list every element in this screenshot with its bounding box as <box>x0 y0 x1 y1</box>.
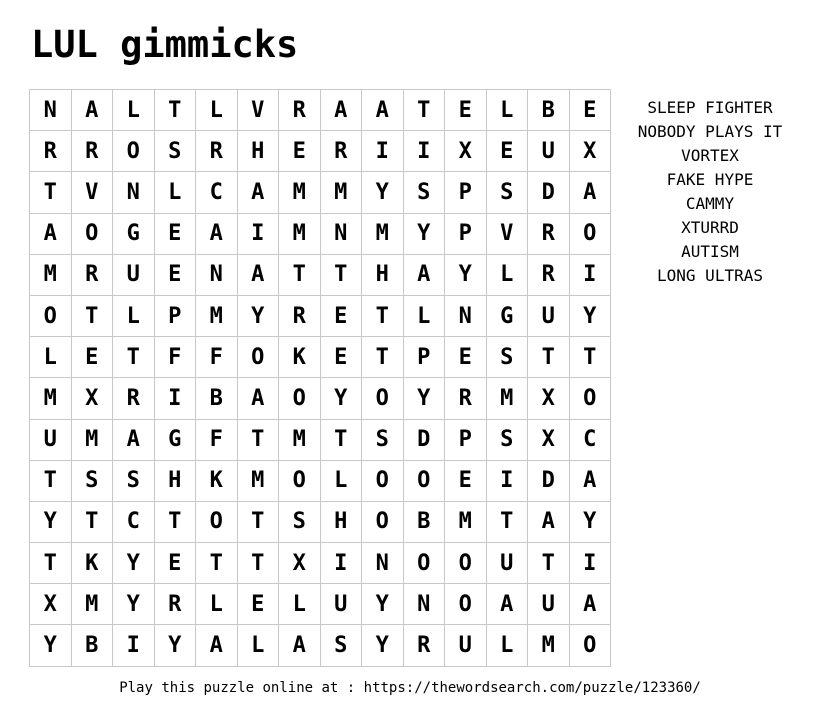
grid-cell[interactable]: M <box>30 255 72 296</box>
grid-cell[interactable]: E <box>238 584 280 625</box>
grid-cell[interactable]: O <box>570 378 612 419</box>
grid-cell[interactable]: P <box>155 296 197 337</box>
grid-cell[interactable]: A <box>279 625 321 666</box>
grid-cell[interactable]: B <box>404 502 446 543</box>
grid-cell[interactable]: O <box>279 378 321 419</box>
grid-cell[interactable]: I <box>404 131 446 172</box>
grid-cell[interactable]: S <box>321 625 363 666</box>
grid-cell[interactable]: M <box>445 502 487 543</box>
grid-cell[interactable]: O <box>445 543 487 584</box>
grid-cell[interactable]: B <box>196 378 238 419</box>
grid-cell[interactable]: N <box>113 172 155 213</box>
grid-cell[interactable]: X <box>279 543 321 584</box>
grid-cell[interactable]: L <box>238 625 280 666</box>
grid-cell[interactable]: R <box>404 625 446 666</box>
grid-cell[interactable]: E <box>487 131 529 172</box>
grid-cell[interactable]: V <box>238 90 280 131</box>
grid-cell[interactable]: O <box>362 378 404 419</box>
puzzle-title: LUL gimmicks <box>31 23 299 66</box>
word-list-item: SLEEP FIGHTER <box>647 98 773 117</box>
grid-cell[interactable]: T <box>321 420 363 461</box>
grid-cell[interactable]: I <box>113 625 155 666</box>
grid-cell[interactable]: P <box>445 420 487 461</box>
grid-cell[interactable]: N <box>30 90 72 131</box>
grid-cell[interactable]: A <box>321 90 363 131</box>
grid-cell[interactable]: T <box>30 461 72 502</box>
grid-cell[interactable]: L <box>196 584 238 625</box>
grid-cell[interactable]: X <box>445 131 487 172</box>
grid-cell[interactable]: E <box>155 255 197 296</box>
grid-cell[interactable]: T <box>528 337 570 378</box>
grid-cell[interactable]: Y <box>570 296 612 337</box>
grid-cell[interactable]: R <box>72 131 114 172</box>
grid-cell[interactable]: S <box>487 172 529 213</box>
grid-cell[interactable]: T <box>321 255 363 296</box>
grid-cell[interactable]: L <box>321 461 363 502</box>
grid-cell[interactable]: T <box>238 502 280 543</box>
footer-text: Play this puzzle online at : <box>119 680 364 696</box>
grid-cell[interactable]: N <box>404 584 446 625</box>
grid-cell[interactable]: H <box>155 461 197 502</box>
grid-cell[interactable]: M <box>528 625 570 666</box>
grid-cell[interactable]: R <box>113 378 155 419</box>
puzzle-link[interactable]: https://thewordsearch.com/puzzle/123360/ <box>363 680 701 696</box>
grid-cell[interactable]: E <box>155 214 197 255</box>
grid-cell[interactable]: L <box>196 90 238 131</box>
grid-cell[interactable]: T <box>528 543 570 584</box>
grid-cell[interactable]: B <box>72 625 114 666</box>
grid-cell[interactable]: O <box>279 461 321 502</box>
grid-cell[interactable]: R <box>321 131 363 172</box>
grid-cell[interactable]: E <box>445 90 487 131</box>
grid-cell[interactable]: U <box>30 420 72 461</box>
grid-cell[interactable]: T <box>155 502 197 543</box>
grid-cell[interactable]: T <box>30 172 72 213</box>
footer <box>0 677 820 699</box>
grid-cell[interactable]: L <box>279 584 321 625</box>
grid-cell[interactable]: T <box>362 296 404 337</box>
grid-cell[interactable]: T <box>155 90 197 131</box>
grid-cell[interactable]: A <box>72 90 114 131</box>
grid-cell[interactable]: A <box>570 584 612 625</box>
grid-cell[interactable]: N <box>321 214 363 255</box>
grid-cell[interactable]: M <box>321 172 363 213</box>
word-list-item: VORTEX <box>681 146 739 165</box>
grid-cell[interactable]: Y <box>113 543 155 584</box>
grid-cell[interactable]: U <box>445 625 487 666</box>
grid-cell[interactable]: T <box>404 90 446 131</box>
grid-cell[interactable]: T <box>196 543 238 584</box>
grid-cell[interactable]: R <box>279 296 321 337</box>
grid-cell[interactable]: Y <box>570 502 612 543</box>
grid-cell[interactable]: S <box>155 131 197 172</box>
grid-cell[interactable]: I <box>570 255 612 296</box>
grid-cell[interactable]: R <box>528 214 570 255</box>
grid-cell[interactable]: L <box>487 255 529 296</box>
grid-cell[interactable]: Y <box>404 378 446 419</box>
grid-cell[interactable]: U <box>528 584 570 625</box>
grid-cell[interactable]: A <box>196 214 238 255</box>
grid-cell[interactable]: R <box>528 255 570 296</box>
grid-cell[interactable]: Y <box>155 625 197 666</box>
grid-cell[interactable]: G <box>487 296 529 337</box>
grid-cell[interactable]: I <box>238 214 280 255</box>
grid-cell[interactable]: Y <box>30 502 72 543</box>
grid-cell[interactable]: L <box>113 90 155 131</box>
grid-cell[interactable]: I <box>321 543 363 584</box>
word-list-item: FAKE HYPE <box>666 170 754 189</box>
grid-cell[interactable]: T <box>72 296 114 337</box>
grid-cell[interactable]: C <box>570 420 612 461</box>
grid-cell[interactable]: M <box>196 296 238 337</box>
grid-cell[interactable]: B <box>528 90 570 131</box>
grid-cell[interactable]: E <box>72 337 114 378</box>
grid-cell[interactable]: A <box>570 461 612 502</box>
grid-cell[interactable]: D <box>528 172 570 213</box>
grid-cell[interactable]: P <box>404 337 446 378</box>
grid-cell[interactable]: Y <box>113 584 155 625</box>
grid-cell[interactable]: S <box>279 502 321 543</box>
grid-cell[interactable]: H <box>321 502 363 543</box>
grid-cell[interactable]: Y <box>238 296 280 337</box>
grid-cell[interactable]: A <box>30 214 72 255</box>
grid-cell[interactable]: U <box>528 131 570 172</box>
word-list <box>620 96 800 288</box>
grid-cell[interactable]: I <box>487 461 529 502</box>
grid-cell[interactable]: I <box>362 131 404 172</box>
grid-cell[interactable]: A <box>362 90 404 131</box>
grid-cell[interactable]: V <box>72 172 114 213</box>
grid-cell[interactable]: S <box>487 337 529 378</box>
grid-cell[interactable]: A <box>238 172 280 213</box>
grid-cell[interactable]: M <box>279 172 321 213</box>
grid-cell[interactable]: A <box>238 378 280 419</box>
grid-cell[interactable]: S <box>404 172 446 213</box>
grid-cell[interactable]: L <box>155 172 197 213</box>
grid-cell[interactable]: X <box>30 584 72 625</box>
grid-cell[interactable]: I <box>570 543 612 584</box>
grid-cell[interactable]: R <box>196 131 238 172</box>
grid-cell[interactable]: S <box>362 420 404 461</box>
grid-cell[interactable]: N <box>196 255 238 296</box>
grid-cell[interactable]: R <box>30 131 72 172</box>
grid-cell[interactable]: H <box>238 131 280 172</box>
grid-cell[interactable]: E <box>279 131 321 172</box>
letter-grid <box>29 89 611 667</box>
grid-cell[interactable]: O <box>445 584 487 625</box>
grid-cell[interactable]: K <box>279 337 321 378</box>
grid-cell[interactable]: E <box>570 90 612 131</box>
grid-cell[interactable]: G <box>155 420 197 461</box>
grid-cell[interactable]: U <box>528 296 570 337</box>
grid-cell[interactable]: E <box>321 296 363 337</box>
grid-cell[interactable]: R <box>72 255 114 296</box>
grid-cell[interactable]: M <box>362 214 404 255</box>
grid-cell[interactable]: U <box>113 255 155 296</box>
grid-cell[interactable]: O <box>72 214 114 255</box>
grid-cell[interactable]: H <box>362 255 404 296</box>
grid-cell[interactable]: F <box>196 337 238 378</box>
grid-cell[interactable]: X <box>72 378 114 419</box>
grid-cell[interactable]: A <box>487 584 529 625</box>
grid-cell[interactable]: P <box>445 172 487 213</box>
grid-cell[interactable]: Y <box>404 214 446 255</box>
word-list-item: AUTISM <box>681 242 739 261</box>
grid-cell[interactable]: M <box>72 420 114 461</box>
grid-cell[interactable]: O <box>570 625 612 666</box>
grid-cell[interactable]: U <box>321 584 363 625</box>
grid-cell[interactable]: A <box>238 255 280 296</box>
grid-cell[interactable]: O <box>113 131 155 172</box>
grid-cell[interactable]: D <box>528 461 570 502</box>
grid-cell[interactable]: T <box>238 543 280 584</box>
grid-cell[interactable]: L <box>113 296 155 337</box>
grid-cell[interactable]: E <box>445 337 487 378</box>
grid-cell[interactable]: A <box>404 255 446 296</box>
grid-cell[interactable]: N <box>362 543 404 584</box>
grid-cell[interactable]: T <box>279 255 321 296</box>
grid-cell[interactable]: L <box>487 90 529 131</box>
grid-cell[interactable]: O <box>362 461 404 502</box>
grid-cell[interactable]: M <box>279 214 321 255</box>
grid-cell[interactable]: D <box>404 420 446 461</box>
grid-cell[interactable]: T <box>238 420 280 461</box>
grid-cell[interactable]: C <box>113 502 155 543</box>
grid-cell[interactable]: Y <box>362 172 404 213</box>
grid-cell[interactable]: Y <box>321 378 363 419</box>
grid-cell[interactable]: U <box>487 543 529 584</box>
grid-cell[interactable]: T <box>362 337 404 378</box>
grid-cell[interactable]: S <box>72 461 114 502</box>
grid-cell[interactable]: R <box>445 378 487 419</box>
grid-cell[interactable]: M <box>72 584 114 625</box>
grid-cell[interactable]: Y <box>445 255 487 296</box>
grid-cell[interactable]: E <box>445 461 487 502</box>
word-list-item: NOBODY PLAYS IT <box>637 122 783 141</box>
grid-cell[interactable]: O <box>404 543 446 584</box>
grid-cell[interactable]: K <box>72 543 114 584</box>
grid-cell[interactable]: L <box>487 625 529 666</box>
grid-cell[interactable]: K <box>196 461 238 502</box>
grid-cell[interactable]: O <box>30 296 72 337</box>
word-list-item: LONG ULTRAS <box>657 266 763 285</box>
grid-cell[interactable]: Y <box>362 625 404 666</box>
grid-cell[interactable]: A <box>528 502 570 543</box>
grid-cell[interactable]: R <box>279 90 321 131</box>
grid-cell[interactable]: V <box>487 214 529 255</box>
grid-cell[interactable]: O <box>196 502 238 543</box>
grid-cell[interactable]: M <box>238 461 280 502</box>
grid-cell[interactable]: M <box>30 378 72 419</box>
grid-cell[interactable]: R <box>155 584 197 625</box>
grid-cell[interactable]: L <box>30 337 72 378</box>
grid-cell[interactable]: F <box>196 420 238 461</box>
grid-cell[interactable]: X <box>528 420 570 461</box>
grid-cell[interactable]: S <box>487 420 529 461</box>
grid-cell[interactable]: T <box>30 543 72 584</box>
grid-cell[interactable]: T <box>487 502 529 543</box>
grid-cell[interactable]: S <box>113 461 155 502</box>
grid-cell[interactable]: O <box>570 214 612 255</box>
word-list-item: XTURRD <box>681 218 739 237</box>
grid-cell[interactable]: A <box>570 172 612 213</box>
grid-cell[interactable]: E <box>155 543 197 584</box>
grid-cell[interactable]: F <box>155 337 197 378</box>
grid-cell[interactable]: T <box>113 337 155 378</box>
grid-cell[interactable]: M <box>487 378 529 419</box>
grid-cell[interactable]: L <box>404 296 446 337</box>
grid-cell[interactable]: Y <box>362 584 404 625</box>
word-list-item: CAMMY <box>685 194 735 213</box>
grid-cell[interactable]: O <box>238 337 280 378</box>
grid-cell[interactable]: G <box>113 214 155 255</box>
grid-cell[interactable]: O <box>362 502 404 543</box>
grid-cell[interactable]: X <box>528 378 570 419</box>
grid-cell[interactable]: C <box>196 172 238 213</box>
grid-cell[interactable]: M <box>279 420 321 461</box>
grid-cell[interactable]: A <box>196 625 238 666</box>
grid-cell[interactable]: T <box>570 337 612 378</box>
grid-cell[interactable]: E <box>321 337 363 378</box>
grid-cell[interactable]: A <box>113 420 155 461</box>
grid-cell[interactable]: T <box>72 502 114 543</box>
grid-cell[interactable]: N <box>445 296 487 337</box>
grid-cell[interactable]: O <box>404 461 446 502</box>
grid-cell[interactable]: I <box>155 378 197 419</box>
grid-cell[interactable]: Y <box>30 625 72 666</box>
grid-cell[interactable]: P <box>445 214 487 255</box>
grid-cell[interactable]: X <box>570 131 612 172</box>
